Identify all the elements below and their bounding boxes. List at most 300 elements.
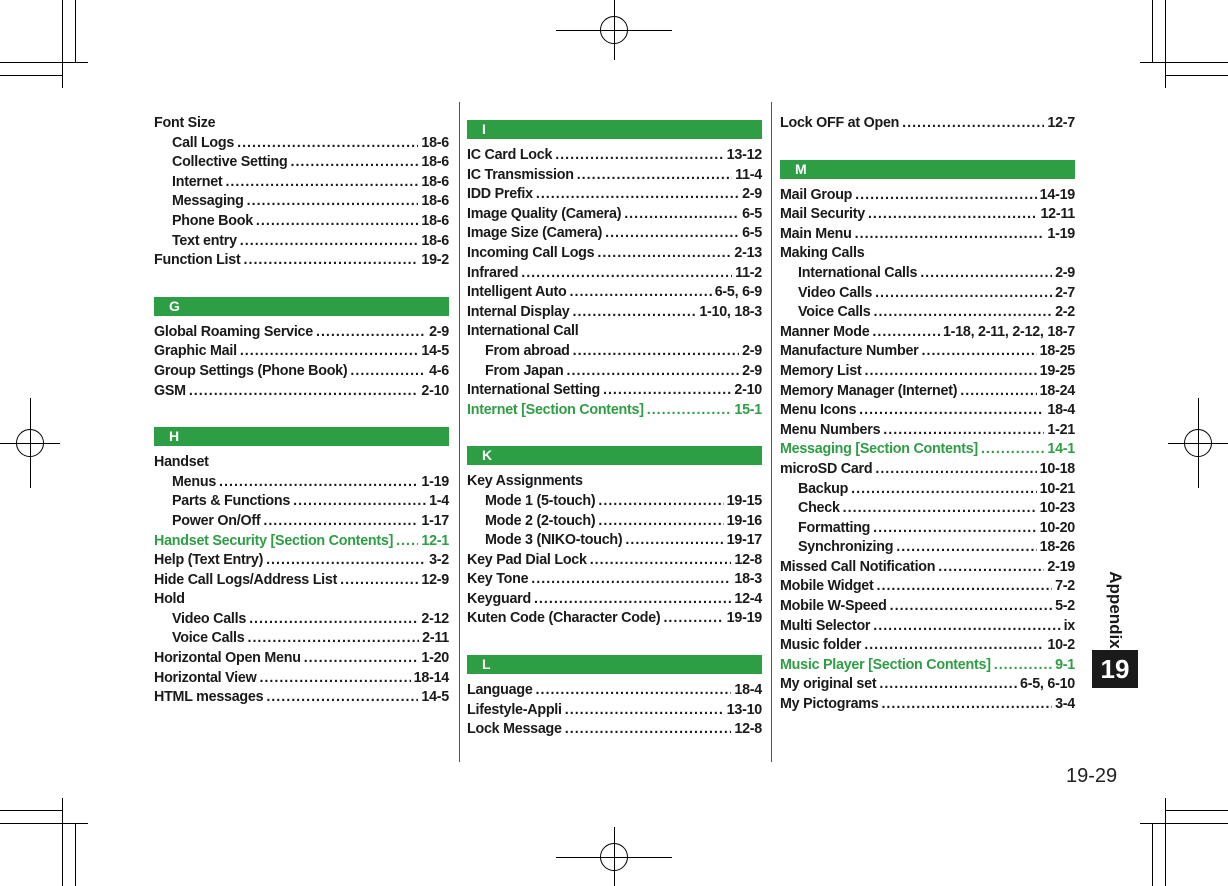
entry-term: Hide Call Logs/Address List (154, 571, 338, 588)
index-column-3 (780, 114, 1075, 715)
index-link-entry[interactable] (467, 401, 762, 421)
entry-page-ref: 2-9 (1055, 264, 1075, 281)
dot-leader (868, 205, 1038, 225)
section-spacer (154, 401, 449, 421)
index-entry (780, 342, 1075, 362)
index-entry (780, 362, 1075, 382)
entry-page-ref: 3-4 (1055, 696, 1075, 713)
dot-leader (875, 460, 1036, 480)
entry-term: Mode 1 (5-touch) (485, 492, 596, 509)
entry-page-ref: 6-5 (742, 205, 762, 222)
entry-term: Power On/Off (172, 512, 261, 529)
entry-page-ref: 12-8 (734, 721, 762, 738)
entry-term: Handset (154, 454, 209, 471)
entry-term: microSD Card (780, 460, 873, 477)
index-entry (780, 382, 1075, 402)
entry-term: Image Size (Camera) (467, 225, 603, 242)
entry-term: Mode 3 (NIKO-touch) (485, 532, 623, 549)
index-entry (780, 577, 1075, 597)
entry-term: Internet [Section Contents] (467, 401, 644, 418)
index-entry (780, 597, 1075, 617)
letter-heading: G (154, 297, 449, 316)
dot-leader (625, 531, 723, 551)
entry-term: Music folder (780, 637, 862, 654)
entry-term: Mode 2 (2-touch) (485, 512, 596, 529)
index-entry (467, 166, 762, 186)
index-entry (780, 114, 1075, 134)
dot-leader (521, 264, 732, 284)
entry-page-ref: 9-1 (1055, 656, 1075, 673)
entry-term: Mail Group (780, 186, 853, 203)
entry-page-ref: 18-6 (421, 134, 449, 151)
dot-leader (879, 675, 1017, 695)
index-entry (780, 480, 1075, 500)
entry-term: Video Calls (798, 284, 873, 301)
entry-page-ref: 12-7 (1047, 115, 1075, 131)
entry-term: Making Calls (780, 245, 865, 262)
index-entry (154, 192, 449, 212)
entry-term: Hold (154, 591, 185, 608)
entry-term: Manner Mode (780, 323, 870, 340)
letter-heading: M (780, 160, 1075, 179)
column-divider (459, 102, 460, 762)
entry-page-ref: 18-26 (1039, 539, 1075, 556)
index-entry (467, 570, 762, 590)
dot-leader (189, 382, 419, 402)
dot-leader (902, 114, 1044, 134)
crop-mark-top-right-v2 (1152, 0, 1153, 62)
entry-term: Image Quality (Camera) (467, 205, 622, 222)
dot-leader (855, 186, 1037, 206)
entry-page-ref: 15-1 (734, 401, 762, 418)
entry-term: International Setting (467, 382, 600, 399)
index-entry (780, 460, 1075, 480)
dot-leader (605, 224, 739, 244)
index-entry (467, 512, 762, 532)
entry-term: Lock OFF at Open (780, 115, 900, 131)
index-entry (780, 303, 1075, 323)
entry-term: Internet (172, 173, 223, 190)
index-entry (154, 134, 449, 154)
entry-term: Multi Selector (780, 617, 871, 634)
entry-page-ref: 18-4 (734, 682, 762, 699)
dot-leader (920, 264, 1052, 284)
index-entry (780, 205, 1075, 225)
index-entry (154, 212, 449, 232)
entry-term: Menu Numbers (780, 421, 881, 438)
index-entry (780, 499, 1075, 519)
crop-mark-bottom-left-v2 (75, 824, 76, 886)
dot-leader (597, 244, 731, 264)
entry-page-ref: 19-16 (726, 512, 762, 529)
dot-leader (663, 609, 723, 629)
dot-leader (567, 362, 740, 382)
entry-term: Missed Call Notification (780, 558, 936, 575)
crop-mark-top-left-h2 (0, 75, 62, 76)
index-entry (154, 492, 449, 512)
index-entry (467, 551, 762, 571)
entry-page-ref: 2-12 (421, 610, 449, 627)
index-entry (780, 538, 1075, 558)
entry-page-ref: 1-19 (1047, 225, 1075, 242)
dot-leader (896, 538, 1036, 558)
entry-term: Handset Security [Section Contents] (154, 532, 394, 549)
index-entry (780, 519, 1075, 539)
entry-term: Help (Text Entry) (154, 552, 264, 569)
dot-leader (598, 492, 723, 512)
entry-term: Infrared (467, 264, 519, 281)
entry-term: From abroad (485, 342, 570, 359)
crop-mark-top-right-h2 (1166, 75, 1228, 76)
dot-leader (851, 480, 1037, 500)
index-entry (154, 688, 449, 708)
index-entry (154, 232, 449, 252)
entry-term: Menu Icons (780, 402, 857, 419)
dot-leader (316, 323, 426, 343)
dot-leader (573, 342, 739, 362)
dot-leader (590, 551, 732, 571)
entry-page-ref: 2-9 (742, 342, 762, 359)
entry-term: HTML messages (154, 689, 264, 706)
letter-heading: K (467, 446, 762, 465)
index-entry (467, 681, 762, 701)
index-link-entry[interactable] (780, 440, 1075, 460)
dot-leader (873, 303, 1052, 323)
dot-leader (534, 590, 731, 610)
entry-term: Intelligent Auto (467, 284, 567, 301)
dot-leader (531, 570, 731, 590)
entry-page-ref: 18-6 (421, 212, 449, 229)
index-entry (780, 323, 1075, 343)
crop-mark-bottom-right-h2 (1166, 810, 1228, 811)
entry-page-ref: 1-17 (421, 512, 449, 529)
index-entry (467, 264, 762, 284)
entry-page-ref: 14-5 (421, 343, 449, 360)
dot-leader (577, 166, 732, 186)
entry-page-ref: 19-15 (726, 492, 762, 509)
entry-term: Function List (154, 252, 241, 269)
entry-term: IC Card Lock (467, 147, 553, 163)
page-number: 19-29 (1066, 765, 1118, 787)
crop-mark-bottom-right-h (1140, 823, 1228, 824)
entry-page-ref: 2-10 (421, 382, 449, 399)
index-entry (154, 512, 449, 532)
entry-page-ref: 5-2 (1055, 598, 1075, 615)
dot-leader (565, 701, 724, 721)
entry-page-ref: 6-5 (742, 225, 762, 242)
index-entry (154, 114, 449, 134)
section-spacer (780, 134, 1075, 154)
entry-page-ref: ix (1063, 617, 1075, 634)
entry-term: Language (467, 682, 533, 699)
crop-mark-top-left-h (0, 62, 88, 63)
entry-term: Voice Calls (172, 630, 245, 647)
crop-mark-bottom-right-v (1165, 798, 1166, 886)
dot-leader (340, 571, 418, 591)
dot-leader (859, 401, 1044, 421)
column-divider (771, 102, 772, 762)
index-entry (467, 492, 762, 512)
dot-leader (572, 303, 696, 323)
entry-term: Mail Security (780, 206, 865, 223)
crop-mark-bottom-left-v (62, 798, 63, 886)
index-entry (780, 284, 1075, 304)
entry-page-ref: 3-2 (429, 552, 449, 569)
index-entry (154, 453, 449, 473)
entry-page-ref: 18-6 (421, 173, 449, 190)
entry-term: Manufacture Number (780, 343, 919, 360)
index-entry (467, 472, 762, 492)
entry-term: Key Pad Dial Lock (467, 551, 587, 568)
entry-page-ref: 6-5, 6-10 (1020, 676, 1075, 693)
index-entry (780, 244, 1075, 264)
index-entry (154, 551, 449, 571)
index-entry (154, 342, 449, 362)
entry-page-ref: 1-4 (429, 493, 449, 510)
entry-page-ref: 2-19 (1047, 558, 1075, 575)
entry-page-ref: 1-19 (421, 473, 449, 490)
appendix-label-text: Appendix (1106, 571, 1125, 649)
appendix-tab-label (1092, 570, 1138, 650)
dot-leader (263, 512, 418, 532)
index-entry (780, 264, 1075, 284)
entry-term: International Calls (798, 264, 918, 281)
dot-leader (873, 617, 1060, 637)
index-link-entry[interactable] (154, 532, 449, 552)
dot-leader (293, 492, 426, 512)
section-spacer (467, 420, 762, 440)
entry-term: IDD Prefix (467, 186, 533, 203)
dot-leader (555, 146, 723, 166)
entry-term: Lock Message (467, 721, 562, 738)
entry-page-ref: 6-5, 6-9 (714, 284, 762, 301)
entry-term: Check (798, 500, 840, 517)
entry-term: International Call (467, 323, 579, 340)
letter-heading: I (467, 120, 762, 139)
entry-term: Phone Book (172, 212, 253, 229)
dot-leader (864, 636, 1044, 656)
dot-leader (981, 440, 1044, 460)
dot-leader (219, 473, 418, 493)
entry-term: Memory Manager (Internet) (780, 382, 958, 399)
entry-page-ref: 12-9 (421, 571, 449, 588)
dot-leader (877, 577, 1053, 597)
entry-page-ref: 18-6 (421, 154, 449, 171)
crop-mark-top-left-v (62, 0, 63, 88)
dot-leader (922, 342, 1037, 362)
index-entry (154, 571, 449, 591)
dot-leader (938, 558, 1044, 578)
entry-term: Kuten Code (Character Code) (467, 610, 661, 627)
crop-mark-bottom-right-v2 (1152, 824, 1153, 886)
entry-page-ref: 2-9 (742, 186, 762, 203)
entry-term: Formatting (798, 519, 871, 536)
dot-leader (864, 362, 1036, 382)
index-entry (467, 303, 762, 323)
index-entry (780, 421, 1075, 441)
entry-term: Parts & Functions (172, 493, 291, 510)
index-entry (154, 473, 449, 493)
entry-page-ref: 19-19 (726, 610, 762, 627)
entry-term: Collective Setting (172, 154, 288, 171)
entry-page-ref: 18-3 (734, 571, 762, 588)
entry-page-ref: 10-23 (1039, 500, 1075, 517)
entry-term: Video Calls (172, 610, 247, 627)
dot-leader (240, 342, 419, 362)
index-entry (154, 173, 449, 193)
entry-term: Horizontal View (154, 669, 257, 686)
index-entry (154, 153, 449, 173)
section-spacer (154, 271, 449, 291)
dot-leader (256, 212, 418, 232)
entry-term: Key Tone (467, 571, 529, 588)
dot-leader (873, 519, 1037, 539)
entry-page-ref: 12-11 (1040, 206, 1075, 223)
entry-page-ref: 14-1 (1047, 441, 1075, 458)
dot-leader (244, 251, 419, 271)
entry-page-ref: 18-6 (421, 193, 449, 210)
entry-page-ref: 11-2 (735, 264, 762, 281)
index-entry (467, 205, 762, 225)
entry-page-ref: 12-8 (734, 551, 762, 568)
dot-leader (875, 284, 1052, 304)
entry-page-ref: 1-18, 2-11, 2-12, 18-7 (942, 323, 1075, 340)
entry-term: Key Assignments (467, 473, 583, 490)
entry-page-ref: 18-25 (1039, 343, 1075, 360)
index-entry (467, 609, 762, 629)
entry-term: Graphic Mail (154, 343, 237, 360)
entry-page-ref: 12-4 (734, 590, 762, 607)
entry-term: Voice Calls (798, 304, 871, 321)
entry-page-ref: 19-2 (421, 252, 449, 269)
letter-heading: H (154, 427, 449, 446)
dot-leader (290, 153, 418, 173)
index-entry (467, 244, 762, 264)
entry-page-ref: 2-2 (1055, 304, 1075, 321)
dot-leader (624, 205, 739, 225)
entry-page-ref: 18-24 (1039, 382, 1075, 399)
dot-leader (536, 185, 739, 205)
index-entry (467, 720, 762, 740)
entry-page-ref: 19-17 (726, 532, 762, 549)
entry-page-ref: 10-18 (1039, 460, 1075, 477)
entry-page-ref: 18-4 (1047, 402, 1075, 419)
index-entry (154, 382, 449, 402)
entry-term: From Japan (485, 362, 564, 379)
crop-mark-top-right-h (1140, 62, 1228, 63)
entry-term: Incoming Call Logs (467, 244, 595, 261)
entry-term: Memory List (780, 362, 862, 379)
dot-leader (647, 401, 732, 421)
entry-term: Keyguard (467, 590, 531, 607)
dot-leader (994, 656, 1052, 676)
index-entry (780, 225, 1075, 245)
index-entry (154, 362, 449, 382)
entry-term: Global Roaming Service (154, 323, 313, 340)
entry-term: Synchronizing (798, 539, 894, 556)
index-entry (780, 558, 1075, 578)
entry-page-ref: 10-2 (1047, 637, 1075, 654)
index-entry (780, 636, 1075, 656)
entry-term: My original set (780, 676, 877, 693)
entry-page-ref: 2-11 (422, 630, 449, 647)
entry-page-ref: 11-4 (735, 166, 762, 183)
index-entry (780, 695, 1075, 715)
entry-page-ref: 2-9 (742, 362, 762, 379)
dot-leader (603, 381, 731, 401)
entry-page-ref: 1-21 (1047, 421, 1075, 438)
index-entry (154, 323, 449, 343)
entry-page-ref: 13-12 (726, 147, 762, 163)
index-entry (467, 362, 762, 382)
letter-heading: L (467, 655, 762, 674)
index-entry (154, 610, 449, 630)
crop-mark-bottom-left-h2 (0, 810, 62, 811)
index-entry (467, 283, 762, 303)
entry-term: Mobile W-Speed (780, 598, 887, 615)
entry-term: Text entry (172, 232, 237, 249)
dot-leader (536, 681, 732, 701)
entry-page-ref: 2-13 (734, 244, 762, 261)
entry-page-ref: 18-14 (413, 669, 449, 686)
dot-leader (247, 192, 419, 212)
chapter-number-tab: 19 (1092, 650, 1138, 688)
dot-leader (396, 532, 418, 552)
index-entry (467, 531, 762, 551)
entry-term: Backup (798, 480, 849, 497)
entry-term: Lifestyle-Appli (467, 701, 562, 718)
dot-leader (247, 629, 419, 649)
dot-leader (565, 720, 732, 740)
dot-leader (881, 695, 1052, 715)
crop-mark-top-left-v2 (75, 0, 76, 62)
entry-page-ref: 18-6 (421, 232, 449, 249)
dot-leader (266, 551, 426, 571)
index-entry (154, 629, 449, 649)
dot-leader (570, 283, 712, 303)
entry-page-ref: 19-25 (1039, 362, 1075, 379)
index-entry (467, 342, 762, 362)
entry-term: Mobile Widget (780, 578, 874, 595)
index-link-entry[interactable] (780, 656, 1075, 676)
index-entry (467, 590, 762, 610)
index-entry (467, 224, 762, 244)
dot-leader (266, 688, 418, 708)
entry-page-ref: 10-20 (1039, 519, 1075, 536)
dot-leader (872, 323, 940, 343)
index-entry (154, 669, 449, 689)
dot-leader (843, 499, 1037, 519)
dot-leader (883, 421, 1044, 441)
entry-page-ref: 2-10 (734, 382, 762, 399)
entry-term: Menus (172, 473, 217, 490)
entry-page-ref: 10-21 (1039, 480, 1075, 497)
entry-term: Messaging [Section Contents] (780, 441, 978, 458)
entry-term: Font Size (154, 115, 216, 131)
index-column-2 (467, 114, 762, 740)
dot-leader (240, 232, 419, 252)
entry-page-ref: 1-20 (421, 650, 449, 667)
index-entry (467, 322, 762, 342)
index-entry (780, 617, 1075, 637)
dot-leader (249, 610, 418, 630)
entry-page-ref: 14-5 (421, 689, 449, 706)
dot-leader (225, 173, 418, 193)
index-column-1 (154, 114, 449, 708)
index-entry (154, 649, 449, 669)
index-entry (780, 675, 1075, 695)
entry-page-ref: 1-10, 18-3 (699, 303, 762, 320)
